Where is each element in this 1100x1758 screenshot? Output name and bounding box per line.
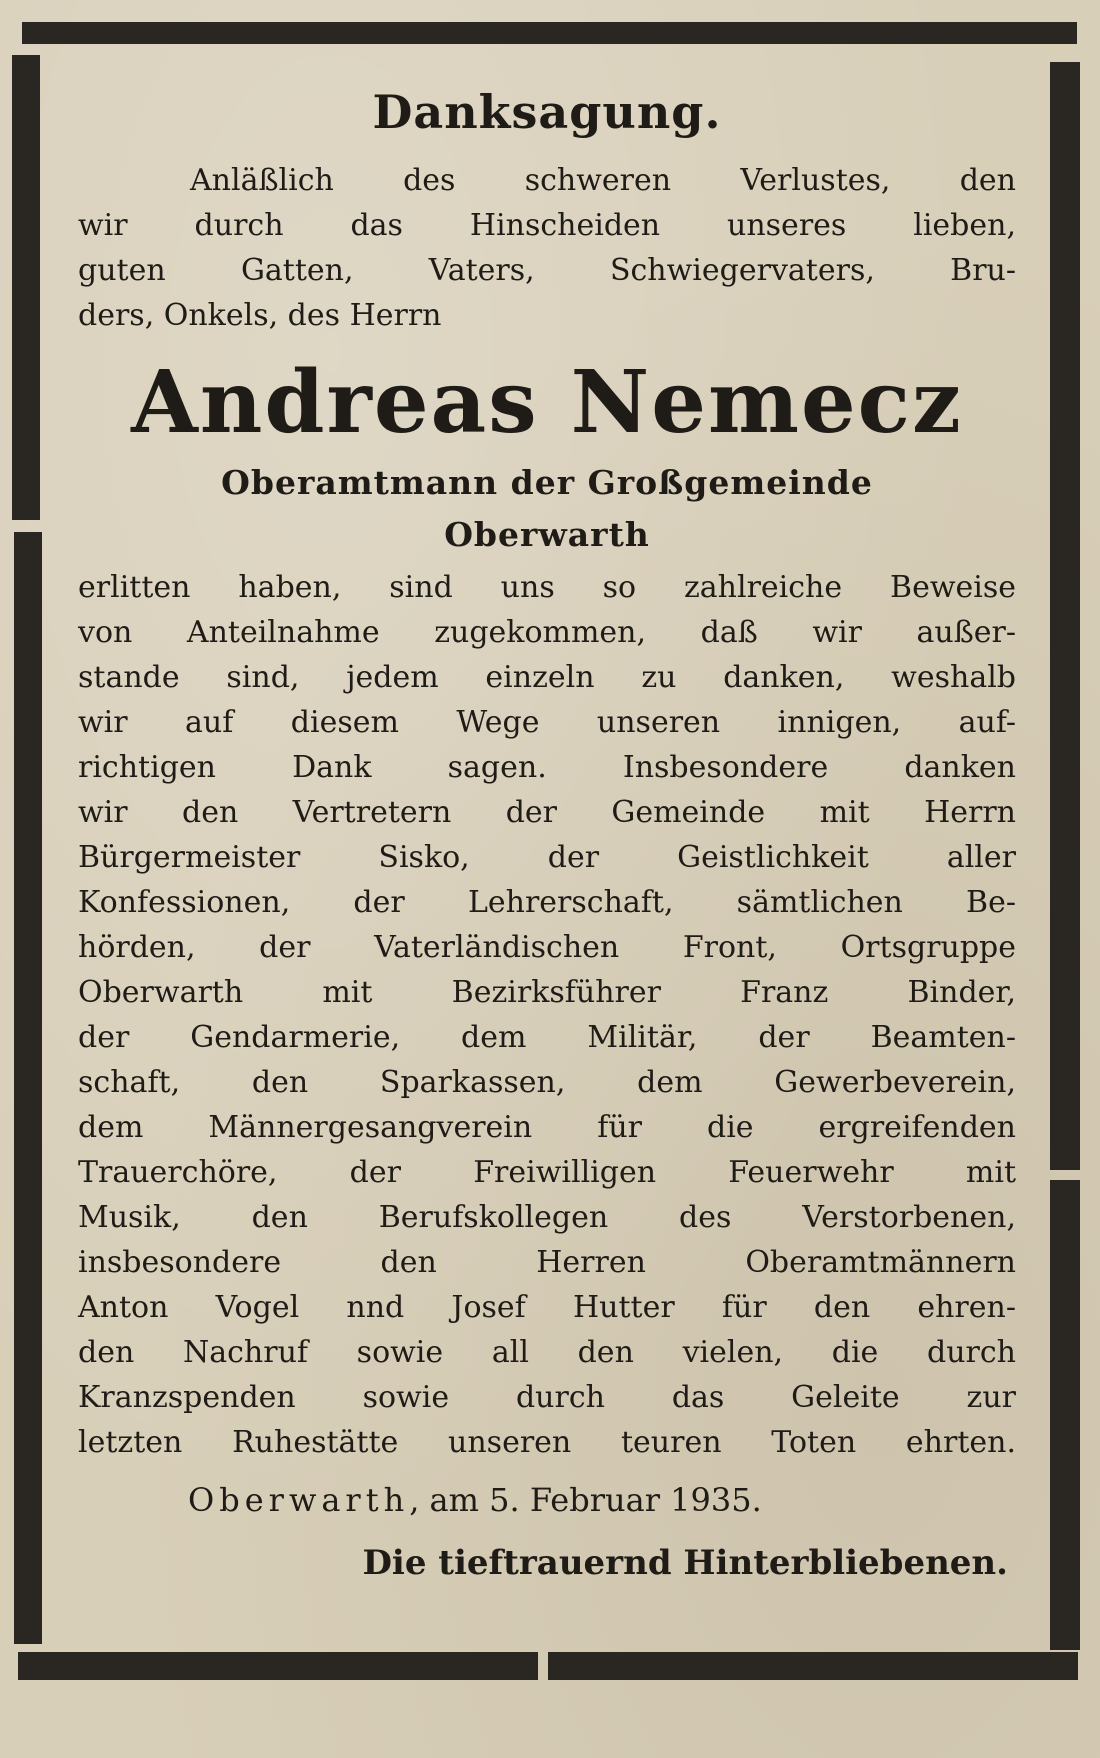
top-border	[22, 22, 1077, 44]
body-line: schaft, den Sparkassen, dem Gewerbeverein,	[78, 1064, 1016, 1100]
body-line: hörden, der Vaterländischen Front, Ortsgruppe	[78, 929, 1016, 965]
body-line: richtigen Dank sagen. Insbesondere danken	[78, 749, 1016, 785]
body-line: letzten Ruhestätte unseren teuren Toten ehrten.	[78, 1424, 1016, 1460]
deceased-title-line: Oberamtmann der Großgemeinde	[221, 462, 873, 502]
intro-line: wir durch das Hinscheiden unseres lieben,	[78, 208, 1016, 244]
date-text: , am 5. Februar 1935.	[409, 1480, 762, 1519]
date-line	[78, 1477, 1016, 1523]
intro-line: ders, Onkels, des Herrn	[78, 298, 442, 334]
body-line: wir den Vertretern der Gemeinde mit Herrn	[78, 794, 1016, 830]
body-line: Bürgermeister Sisko, der Geistlichkeit aller	[78, 839, 1016, 875]
notice-heading: Danksagung.	[372, 85, 722, 139]
body-line: Konfessionen, der Lehrerschaft, sämtlichen Be-	[78, 884, 1016, 920]
intro-line: guten Gatten, Vaters, Schwiegervaters, Bru-	[78, 253, 1016, 289]
signoff: Die tieftrauernd Hinterbliebenen.	[362, 1542, 1008, 1583]
intro-paragraph	[78, 158, 1016, 338]
bottom-border-left	[18, 1652, 538, 1680]
body-line: dem Männergesangverein für die ergreifenden	[78, 1109, 1016, 1145]
place-name: Oberwarth	[188, 1480, 410, 1519]
body-line: den Nachruf sowie all den vielen, die durch	[78, 1334, 1016, 1370]
body-line: von Anteilnahme zugekommen, daß wir außer-	[78, 614, 1016, 650]
left-border-upper	[12, 55, 40, 520]
body-line: erlitten haben, sind uns so zahlreiche Beweise	[78, 569, 1016, 605]
body-line: wir auf diesem Wege unseren innigen, auf-	[78, 704, 1016, 740]
body-line: insbesondere den Herren Oberamtmännern	[78, 1244, 1016, 1280]
body-line: Anton Vogel nnd Josef Hutter für den ehren-	[78, 1289, 1016, 1325]
body-line: Trauerchöre, der Freiwilligen Feuerwehr mit	[78, 1154, 1016, 1190]
bottom-border-right	[548, 1652, 1078, 1680]
body-paragraph	[78, 565, 1016, 1465]
body-line: der Gendarmerie, dem Militär, der Beamten-	[78, 1019, 1016, 1055]
body-line: stande sind, jedem einzeln zu danken, weshalb	[78, 659, 1016, 695]
body-line: Oberwarth mit Bezirksführer Franz Binder,	[78, 974, 1016, 1010]
body-line: Musik, den Berufskollegen des Verstorbenen,	[78, 1199, 1016, 1235]
body-line: Kranzspenden sowie durch das Geleite zur	[78, 1379, 1016, 1415]
deceased-place-line: Oberwarth	[444, 514, 650, 554]
notice-content	[78, 85, 1016, 1585]
left-border-lower	[14, 532, 42, 1644]
intro-line: Anläßlich des schweren Verlustes, den	[190, 163, 1016, 199]
right-border-upper	[1050, 62, 1080, 1170]
right-border-lower	[1050, 1180, 1080, 1650]
deceased-name: Andreas Nemecz	[131, 352, 963, 454]
